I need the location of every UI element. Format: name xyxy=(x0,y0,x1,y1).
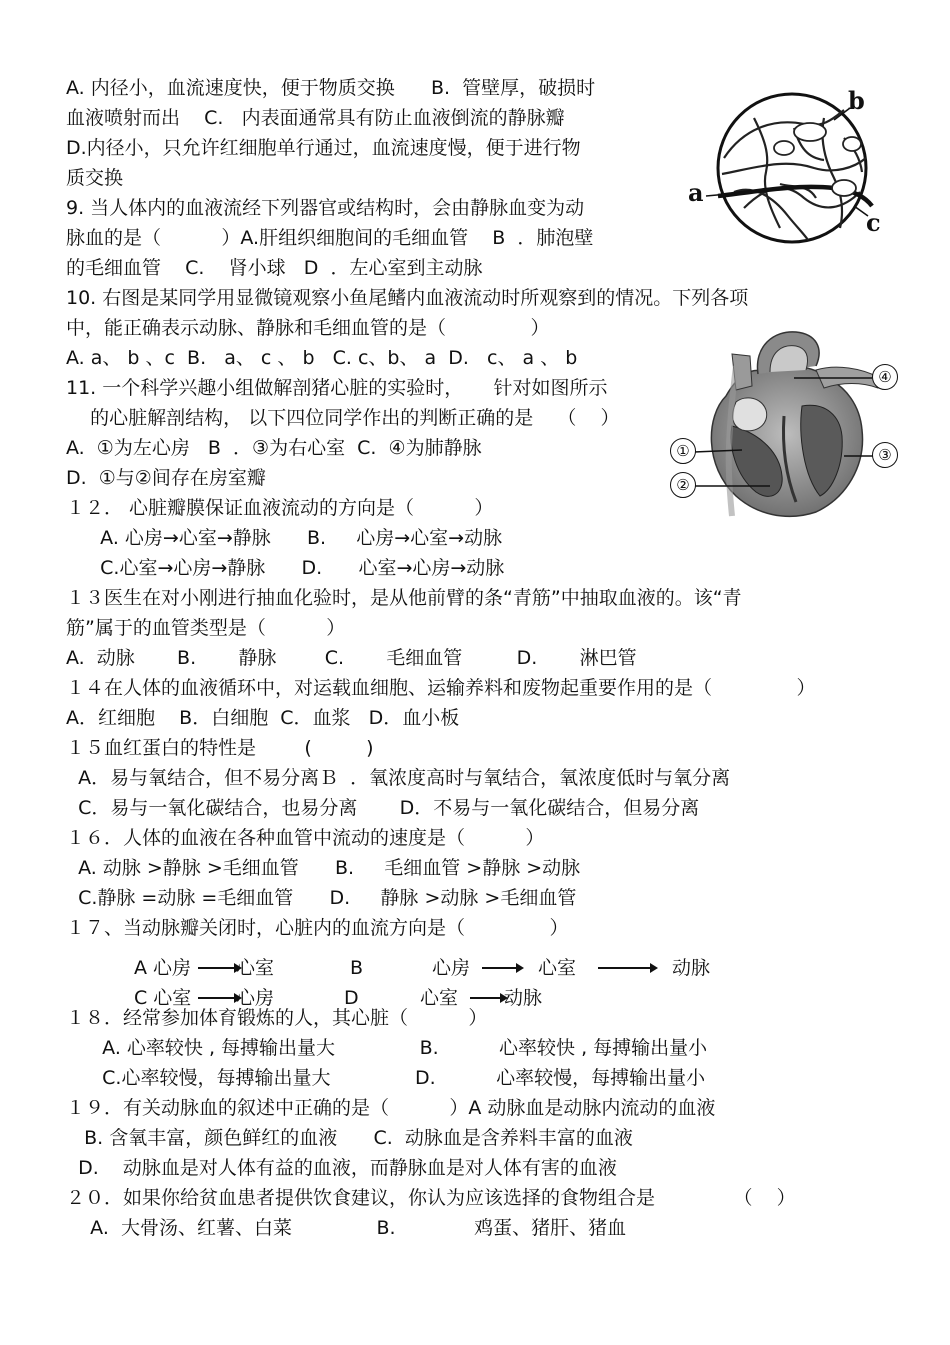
label-1: ① xyxy=(670,438,696,464)
text-line: 11. 一个科学兴趣小组做解剖猪心脏的实验时， 针对如图所示 xyxy=(66,377,608,399)
text-line: １９．有关动脉血的叙述中正确的是（ ）A 动脉血是动脉内流动的血液 xyxy=(66,1097,716,1119)
q17-option-d-2: 动脉 xyxy=(504,987,543,1009)
text-line: １３医生在对小刚进行抽血化验时，是从他前臂的条“青筋”中抽取血液的。该“青 xyxy=(66,587,742,609)
text-line: C.心率较慢，每搏输出量大 D. 心率较慢，每搏输出量小 xyxy=(78,1067,706,1089)
text-line: B. 含氧丰富，颜色鲜红的血液 C. 动脉血是含养料丰富的血液 xyxy=(66,1127,633,1149)
text-line: A. 内径小，血流速度快，便于物质交换 B. 管壁厚，破损时 xyxy=(66,77,596,99)
q17-option-a-end: 心室 xyxy=(236,957,275,979)
text-line: 中，能正确表示动脉、静脉和毛细血管的是（ ） xyxy=(66,317,550,339)
q17-option-a: A 心房 xyxy=(134,957,192,979)
text-line: D.内径小，只允许红细胞单行通过，血流速度慢，便于进行物 xyxy=(66,137,581,159)
text-line: １２． 心脏瓣膜保证血液流动的方向是（ ） xyxy=(66,497,494,519)
q17-option-c-end: 心房 xyxy=(236,987,275,1009)
label-4: ④ xyxy=(872,364,898,390)
q17-option-b-label: B xyxy=(350,957,364,979)
text-line: A. 大骨汤、红薯、白菜 B. 鸡蛋、猪肝、猪血 xyxy=(66,1217,627,1239)
text-line: A. 心房→心室→静脉 B. 心房→心室→动脉 xyxy=(76,527,503,549)
q17-option-b-2: 心室 xyxy=(538,957,577,979)
text-line: １４在人体的血液循环中，对运载血细胞、运输养料和废物起重要作用的是（ ） xyxy=(66,677,816,699)
label-b: b xyxy=(848,86,865,115)
text-line: １５血红蛋白的特性是 ( ) xyxy=(66,737,374,759)
text-line: C.心室→心房→静脉 D. 心室→心房→动脉 xyxy=(76,557,505,579)
label-c: c xyxy=(866,208,881,237)
text-line: 质交换 xyxy=(66,167,124,189)
text-line: A．易与氧结合，但不易分离Ｂ ．氧浓度高时与氧结合，氧浓度低时与氧分离 xyxy=(66,767,731,789)
fish-tail-microscope-figure xyxy=(684,88,904,248)
q17-option-d-label: D xyxy=(344,987,359,1009)
text-line: D. ①与②间存在房室瓣 xyxy=(66,467,266,489)
text-line: C.静脉 =动脉 =毛细血管 D. 静脉 >动脉 >毛细血管 xyxy=(66,887,577,909)
leader-lines xyxy=(666,326,910,522)
text-line: １６．人体的血液在各种血管中流动的速度是（ ） xyxy=(66,827,545,849)
text-line: C．易与一氧化碳结合，也易分离 D．不易与一氧化碳结合，但易分离 xyxy=(66,797,700,819)
text-line: D. 动脉血是对人体有益的血液，而静脉血是对人体有害的血液 xyxy=(66,1157,617,1179)
q17-option-c: C 心室 xyxy=(134,987,192,1009)
arrow-icon xyxy=(598,960,660,976)
label-a: a xyxy=(688,178,704,207)
text-line: A. 动脉 B. 静脉 C. 毛细血管 D. 淋巴管 xyxy=(66,647,637,669)
q17-option-b-1: 心房 xyxy=(432,957,471,979)
text-line: 血液喷射而出 C. 内表面通常具有防止血液倒流的静脉瓣 xyxy=(66,107,565,129)
text-line: １７、当动脉瓣关闭时，心脏内的血流方向是（ ） xyxy=(66,917,569,939)
label-2: ② xyxy=(670,472,696,498)
heart-dissection-figure xyxy=(666,326,910,522)
text-line: １８．经常参加体育锻炼的人，其心脏（ ） xyxy=(66,1007,488,1029)
text-line: A．红细胞 B．白细胞 C．血浆 D．血小板 xyxy=(66,707,460,729)
text-line: 筋”属于的血管类型是（ ） xyxy=(66,617,346,639)
text-line: A. 心率较快 , 每搏输出量大 B. 心率较快 , 每搏输出量小 xyxy=(78,1037,708,1059)
text-line: A. 动脉 >静脉 >毛细血管 B. 毛细血管 >静脉 >动脉 xyxy=(66,857,581,879)
text-line: 10. 右图是某同学用显微镜观察小鱼尾鳍内血液流动时所观察到的情况。下列各项 xyxy=(66,287,749,309)
text-line: A. ①为左心房 B ．③为右心室 C. ④为肺静脉 xyxy=(66,437,482,459)
label-3: ③ xyxy=(872,442,898,468)
q17-option-d-1: 心室 xyxy=(420,987,459,1009)
text-line: 的心脏解剖结构， 以下四位同学作出的判断正确的是 （ ） xyxy=(66,407,620,429)
text-line: ２０．如果你给贫血患者提供饮食建议，你认为应该选择的食物组合是 （ ） xyxy=(66,1187,796,1209)
text-line: 9. 当人体内的血液流经下列器官或结构时，会由静脉血变为动 xyxy=(66,197,585,219)
arrow-icon xyxy=(482,960,526,976)
text-line: 的毛细血管 C. 肾小球 D ．左心室到主动脉 xyxy=(66,257,483,279)
q17-option-b-3: 动脉 xyxy=(672,957,711,979)
text-line: A. a、 b 、c B. a、 c 、 b C. c、b、 a D. c、 a 、 b xyxy=(66,347,578,369)
text-line: 脉血的是（ ）A.肝组织细胞间的毛细血管 B ．肺泡壁 xyxy=(66,227,594,249)
